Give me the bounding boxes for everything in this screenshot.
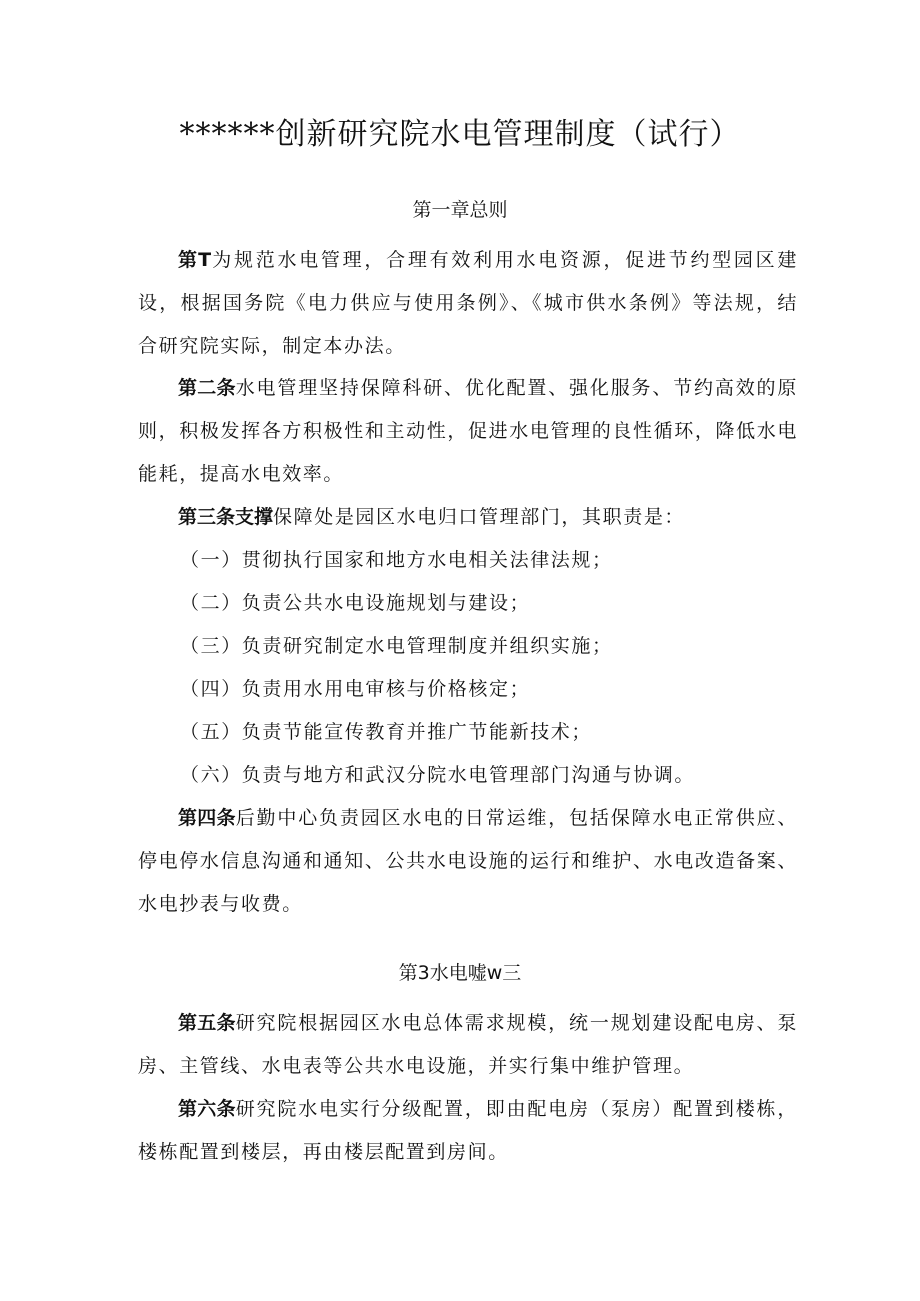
chapter-1-heading: 第一章总则 xyxy=(412,199,508,221)
duty-item: （六）负责与地方和武汉分院水电管理部门沟通与协调。 xyxy=(180,764,696,786)
article-1-text: 为规范水电管理，合理有效利用水电资源，促进节约型园区建设，根据国务院《电力供应与使用条例》、《城市供水条例》等法规，结合研究院实际，制定本办法。 xyxy=(138,249,799,357)
article-4-text: 后勤中心负责园区水电的日常运维，包括保障水电正常供应、停电停水信息沟通和通知、公共水电设施的运行和维护、水电改造备案、水电抄表与收费。 xyxy=(138,807,798,915)
document-title: ******创新研究院水电管理制度（试行） xyxy=(179,117,741,152)
article-2-lead: 第二条 xyxy=(178,377,236,399)
article-6-text: 研究院水电实行分级配置，即由配电房（泵房）配置到楼栋，楼栋配置到楼层，再由楼层配置到房间。 xyxy=(138,1098,798,1163)
article-3-lead: 第三条支撑 xyxy=(178,506,274,528)
article-2-text: 水电管理坚持保障科研、优化配置、强化服务、节约高效的原则，积极发挥各方积极性和主动性，促进水电管理的良性循环，降低水电能耗，提高水电效率。 xyxy=(138,377,798,485)
duty-item: （二）负责公共水电设施规划与建设； xyxy=(180,592,531,614)
article-3-text: 保障处是园区水电归口管理部门，其职责是： xyxy=(273,506,686,528)
article-5-lead: 第五条 xyxy=(178,1012,236,1034)
article-4 xyxy=(138,797,798,926)
duty-item: （五）负责节能宣传教育并推广节能新技术； xyxy=(180,721,593,743)
article-1-lead: 第T xyxy=(178,249,212,271)
chapter-2-heading: 第3水电嘘w三 xyxy=(398,962,522,984)
duty-item: （四）负责用水用电审核与价格核定； xyxy=(180,678,531,700)
article-2 xyxy=(138,367,798,496)
article-6-lead: 第六条 xyxy=(178,1098,236,1120)
duty-item: （一）贯彻执行国家和地方水电相关法律法规； xyxy=(180,549,613,571)
article-4-lead: 第四条 xyxy=(178,807,236,829)
article-3 xyxy=(138,496,798,539)
duty-item: （三）负责研究制定水电管理制度并组织实施； xyxy=(180,635,613,657)
article-6 xyxy=(138,1088,798,1174)
article-5 xyxy=(138,1002,798,1088)
article-5-text: 研究院根据园区水电总体需求规模，统一规划建设配电房、泵房、主管线、水电表等公共水电设施，并实行集中维护管理。 xyxy=(138,1012,798,1077)
article-1 xyxy=(138,239,798,368)
